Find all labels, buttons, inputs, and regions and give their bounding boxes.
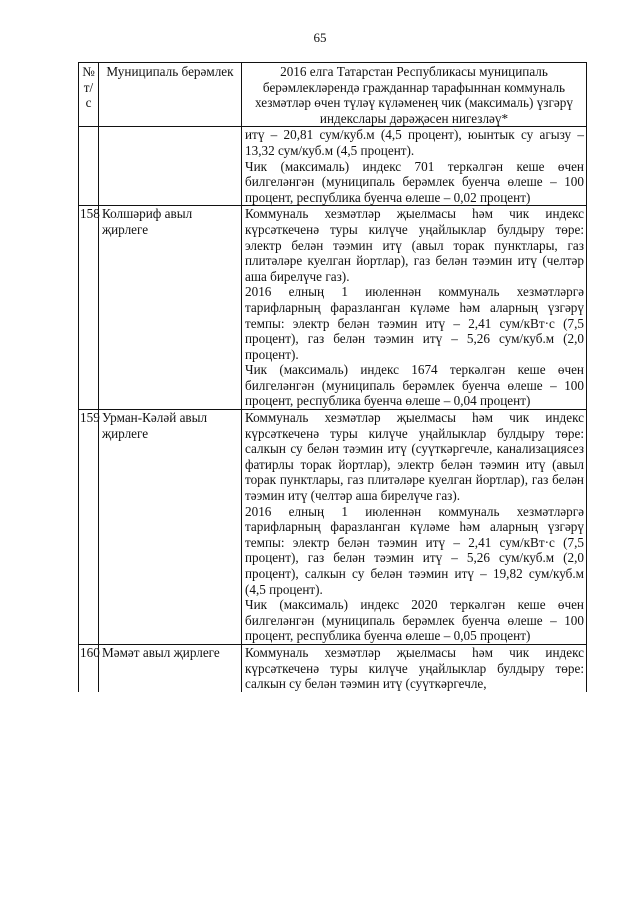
description-paragraph: 2016 елның 1 июленнән коммуналь хезмәтләргә тарифларның фаразланган күләме һәм аларның үзгәрү темпы: электр белән тәэмин итү – 2,41 сум/кВт·с (7,5 процент), газ белән тәэмин итү – 5,26 сум/куб.м (2,0 процент), салкын су белән тәэмин итү – 19,82 сум/куб.м (4,5 процент). xyxy=(245,503,584,597)
description-paragraph: 2016 елның 1 июленнән коммуналь хезмәтләргә тарифларның фаразланган күләме һәм аларның үзгәрү темпы: электр белән тәэмин итү – 2,41 сум/кВт·с (7,5 процент), газ белән тәэмин итү – 5,26 сум/куб.м (2,0 процент). xyxy=(245,284,584,362)
table-row xyxy=(79,206,587,410)
row-description xyxy=(242,644,587,691)
header-description: 2016 елга Татарстан Республикасы муниципаль берәмлекләрендә гражданнар тарафыннан коммуналь хезмәтләр өчен түләү күләменең чик (максималь) үзгәрү индекслары дәрәҗәсен нигезләү* xyxy=(242,63,587,127)
row-municipality: Мәмәт авыл җирлеге xyxy=(99,644,242,691)
row-number: 158 xyxy=(79,206,99,410)
description-paragraph: Чик (максималь) индекс 1674 теркәлгән кеше өчен билгеләнгән (муниципаль берәмлек буенча өлеше – 100 процент, республика буенча өлеше – 0,04 процент) xyxy=(245,362,584,409)
header-number: № т/с xyxy=(79,63,99,127)
row-description xyxy=(242,206,587,410)
table-row xyxy=(79,127,587,206)
row-number xyxy=(79,127,99,206)
row-municipality: Колшәриф авыл җирлеге xyxy=(99,206,242,410)
page-number: 65 xyxy=(313,30,327,45)
description-paragraph: Коммуналь хезмәтләр җыелмасы һәм чик индекс күрсәткеченә туры килүче уңайлыклар булдыру төре: салкын су белән тәэмин итү (суүткәргечле, канализациясез фатирлы торак йортлар), электр белән тәэмин итү (авыл торак пунктлары, газ плитәләре куелган йортлар), газ белән тәэмин итү (челтәр аша бирелүче газ). xyxy=(245,410,584,504)
table-row xyxy=(79,410,587,645)
tariff-index-table xyxy=(78,62,587,692)
header-municipality: Муниципаль берәмлек xyxy=(99,63,242,127)
description-paragraph: Чик (максималь) индекс 2020 теркәлгән кеше өчен билгеләнгән (муниципаль берәмлек буенча өлеше – 100 процент, республика буенча өлеше – 0,05 процент) xyxy=(245,597,584,644)
description-paragraph: Коммуналь хезмәтләр җыелмасы һәм чик индекс күрсәткеченә туры килүче уңайлыклар булдыру төре: салкын су белән тәэмин итү (суүткәргечле, xyxy=(245,644,584,692)
table-header-row xyxy=(79,63,587,127)
table-row xyxy=(79,644,587,691)
row-number: 160 xyxy=(79,644,99,691)
row-number: 159 xyxy=(79,410,99,645)
description-paragraph: Коммуналь хезмәтләр җыелмасы һәм чик индекс күрсәткеченә туры килүче уңайлыклар булдыру төре: электр белән тәэмин итү (авыл торак пунктлары, газ плитәләре куелган йортлар), газ белән тәэмин итү (челтәр аша бирелүче газ). xyxy=(245,206,584,284)
row-description xyxy=(242,127,587,206)
description-paragraph: итү – 20,81 сум/куб.м (4,5 процент), юынтык су агызу – 13,32 сум/куб.м (4,5 процент). xyxy=(245,127,584,158)
row-description xyxy=(242,410,587,645)
row-municipality xyxy=(99,127,242,206)
description-paragraph: Чик (максималь) индекс 701 теркәлгән кеше өчен билгеләнгән (муниципаль берәмлек буенча өлеше – 100 процент, республика буенча өлеше – 0,02 процент) xyxy=(245,158,584,205)
row-municipality: Урман-Кәләй авыл җирлеге xyxy=(99,410,242,645)
